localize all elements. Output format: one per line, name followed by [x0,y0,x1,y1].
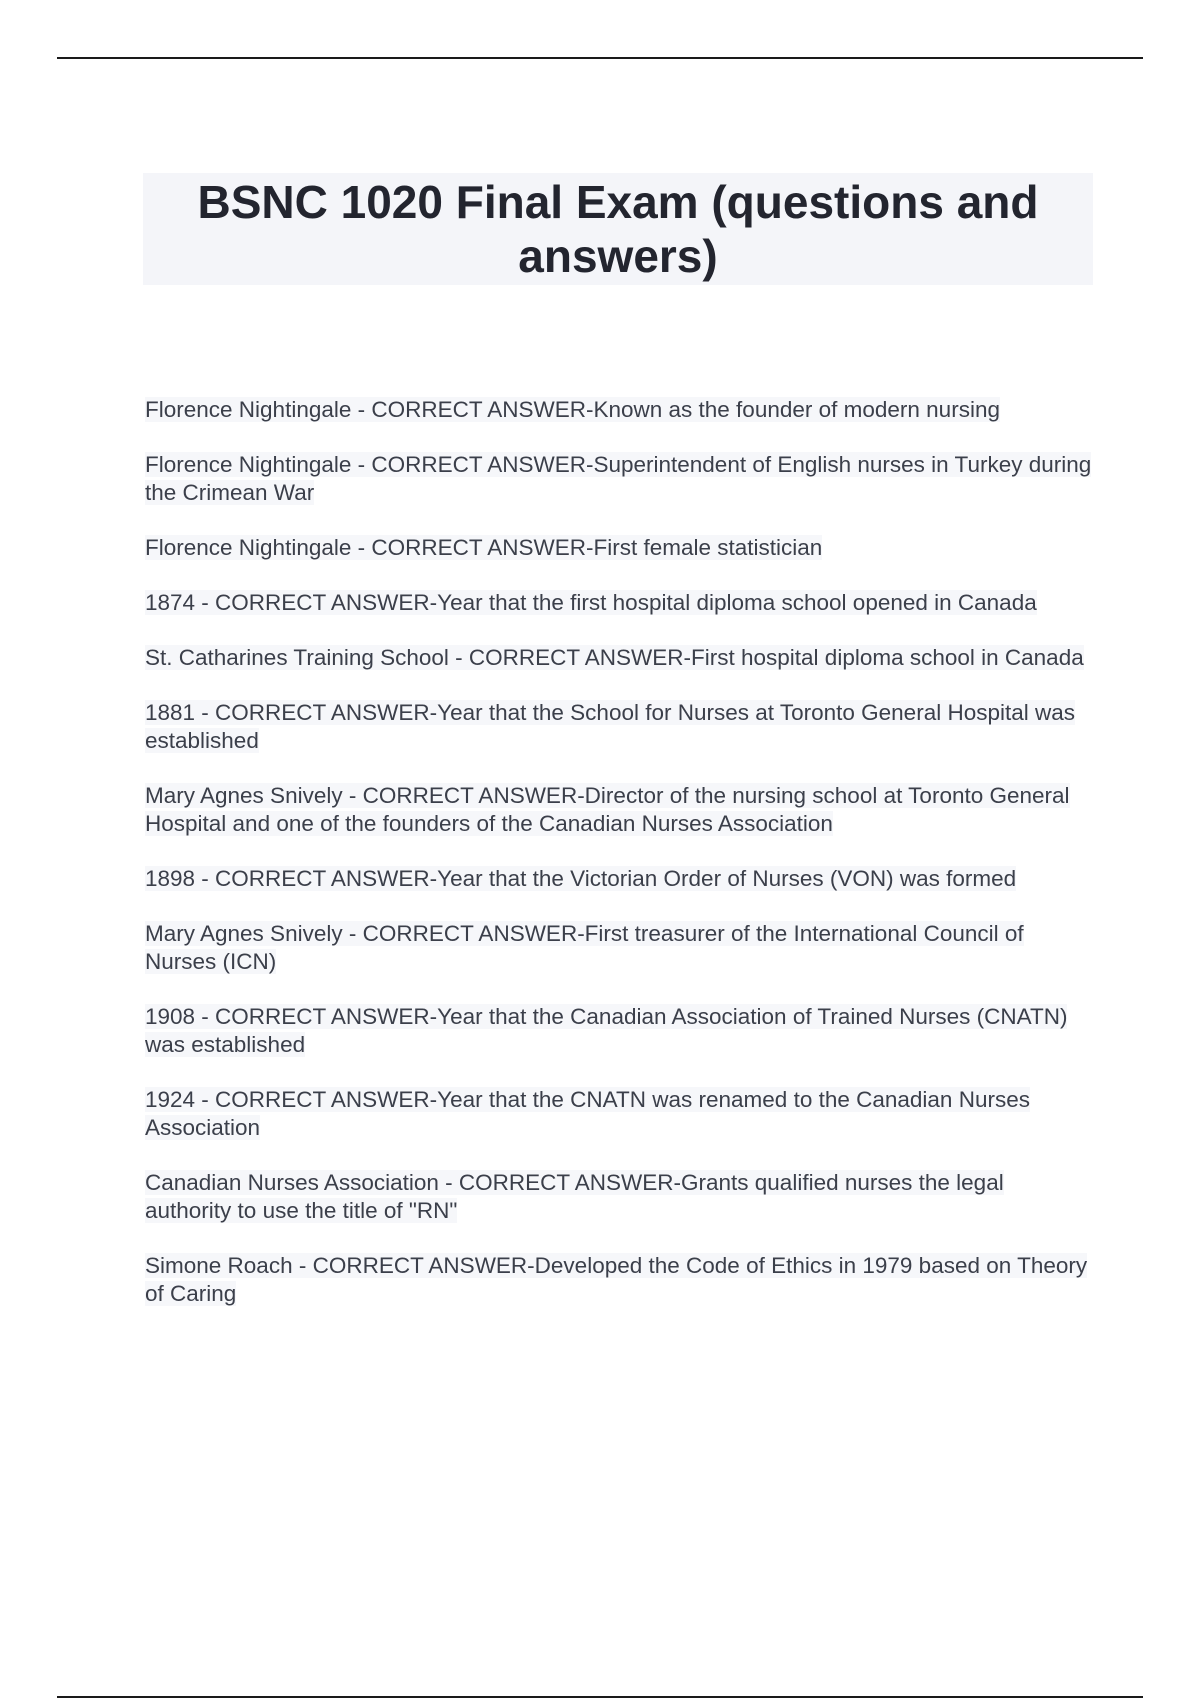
qa-item [145,782,1095,838]
qa-item [145,451,1095,507]
top-rule [57,57,1143,59]
qa-list [145,396,1095,1335]
qa-text: 1874 - CORRECT ANSWER-Year that the first hospital diploma school opened in Canada [145,590,1037,615]
qa-item [145,1003,1095,1059]
qa-item [145,396,1095,424]
qa-text: 1924 - CORRECT ANSWER-Year that the CNATN was renamed to the Canadian Nurses Association [145,1087,1030,1140]
title-banner [143,173,1093,285]
qa-text: Mary Agnes Snively - CORRECT ANSWER-Director of the nursing school at Toronto General Hospital and one of the founders of the Canadian Nurses Association [145,783,1070,836]
qa-item [145,699,1095,755]
qa-text: Florence Nightingale - CORRECT ANSWER-First female statistician [145,535,823,560]
qa-text: Florence Nightingale - CORRECT ANSWER-Known as the founder of modern nursing [145,397,1000,422]
qa-text: 1908 - CORRECT ANSWER-Year that the Canadian Association of Trained Nurses (CNATN) was established [145,1004,1068,1057]
qa-item [145,1169,1095,1225]
qa-item [145,1252,1095,1308]
qa-item [145,1086,1095,1142]
qa-text: St. Catharines Training School - CORRECT ANSWER-First hospital diploma school in Canada [145,645,1084,670]
qa-text: Florence Nightingale - CORRECT ANSWER-Superintendent of English nurses in Turkey during the Crimean War [145,452,1092,505]
qa-text: 1881 - CORRECT ANSWER-Year that the School for Nurses at Toronto General Hospital was established [145,700,1076,753]
qa-text: 1898 - CORRECT ANSWER-Year that the Victorian Order of Nurses (VON) was formed [145,866,1017,891]
qa-item [145,644,1095,672]
qa-text: Canadian Nurses Association - CORRECT ANSWER-Grants qualified nurses the legal authority to use the title of "RN" [145,1170,1004,1223]
qa-text: Mary Agnes Snively - CORRECT ANSWER-First treasurer of the International Council of Nurses (ICN) [145,921,1024,974]
qa-item [145,589,1095,617]
bottom-rule [57,1696,1143,1698]
qa-text: Simone Roach - CORRECT ANSWER-Developed the Code of Ethics in 1979 based on Theory of Caring [145,1253,1088,1306]
qa-item [145,534,1095,562]
document-title: BSNC 1020 Final Exam (questions and answers) [197,176,1039,282]
qa-item [145,920,1095,976]
qa-item [145,865,1095,893]
